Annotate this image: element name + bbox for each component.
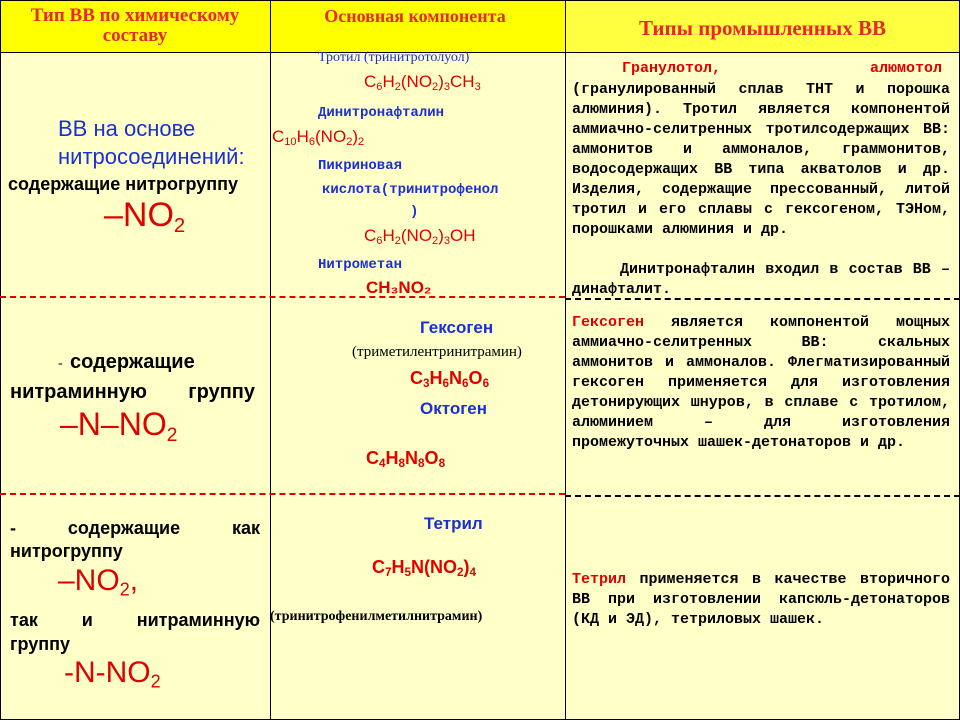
row1-industrial-text-2: Динитронафталин входил в состав ВВ – динафталит. [572,261,950,298]
octogen-formula: $C_4H_8N_8O_8$ [366,448,446,470]
granulotol-term: Гранулотол, [622,60,722,77]
row3-left-line1: - содержащие как [10,518,260,538]
row3-industrial-text: Тетрил применяется в качестве вторичного ВВ при изготовлении капсюль-детонаторов (КД и ЭД), тетриловых шашек. [572,571,950,628]
row2-left-line1: содержащие [70,351,195,373]
picric-label-2: кислота(тринитрофенол [322,182,499,198]
row3-formula-no2: $-NO_2$, [58,564,139,600]
header-title-component: Основная компонента [324,6,506,26]
nitromethane-formula: CH₃NO₂ [366,278,432,297]
row3-left-line4: группу [10,634,71,654]
hexogen-name: (триметилентринитрамин) [352,344,522,360]
trotyl-label: Тротил (тринитротолуол) [318,50,470,65]
row1-industrial-text: (гранулированный сплав ТНТ и порошка алюминия). Тротил является компонентой аммиачно-селитренных тротилсодержащих ВВ: аммонитов и аммоналов, граммонитов, водосодержащих ВВ типа акватолов и др. Изделия, содержащие прессованный, литой тротил и его сплавы с гексогеном, ТЭНом, порошками алюминия и др. [572,81,950,238]
hexogen-term: Гексоген [572,314,645,331]
trotyl-formula: $C_6H_2(NO_2)_3CH_3$ [364,72,481,93]
dnn-formula: $C_{10}H_6(NO_2)_2$ [272,127,365,148]
header-divider [0,52,960,53]
header-title-industrial: Типы промышленных ВВ [638,16,887,40]
tetryl-name: (тринитрофенилметилнитрамин) [270,609,483,624]
row-divider-1 [0,296,565,298]
hexogen-label: Гексоген [420,318,494,337]
table-border-top [0,0,960,1]
header-title-type: Тип ВВ по химическому составу [30,5,240,46]
tetryl-term: Тетрил [572,571,627,588]
picric-formula: $C_6H_2(NO_2)_3OH$ [364,226,476,247]
row-divider-2 [0,493,565,495]
row2-industrial-text: Гексоген является компонентой мощных аммиачно-селитренных ВВ: скальных аммонитов и аммоналов. Флегматизированный гексоген применяется для изготовления детонирующих шнуров, в сплаве с тротилом, алюминием – для изготовления промежуточных шашек-детонаторов и др. [572,314,950,451]
row2-formula-nno2: $-N-NO_2$ [60,406,178,446]
alumotol-term: алюмотол [870,60,943,77]
tetryl-formula: $C_7H_5N(NO_2)_4$ [372,557,477,579]
row2-left-line2: нитраминную группу [10,381,255,403]
table-border-left [0,0,1,720]
picric-label-1: Пикриновая [318,158,403,174]
row1-left-line3: содержащие нитрогруппу [8,174,238,194]
hexogen-formula: $C_3H_6N_6O_6$ [410,368,490,390]
dnn-label: Динитронафталин [318,105,445,121]
octogen-label: Октоген [420,399,488,418]
row2-dash: - [58,356,63,371]
picric-label-3: ) [410,204,419,220]
tetryl-label: Тетрил [424,514,483,533]
row3-left-line3: так и нитраминную [10,610,260,630]
column-divider-2 [565,0,566,720]
row3-left-line2: нитрогруппу [10,541,123,561]
row1-left-line1: ВВ на основе [58,116,196,141]
row-divider-2-right [565,495,960,497]
nitromethane-label: Нитрометан [318,257,403,273]
row1-left-line2: нитросоединений: [58,144,245,169]
row1-formula-no2: $-NO_2$ [104,196,186,238]
row3-formula-nno2: $-N-NO_2$ [64,656,161,692]
